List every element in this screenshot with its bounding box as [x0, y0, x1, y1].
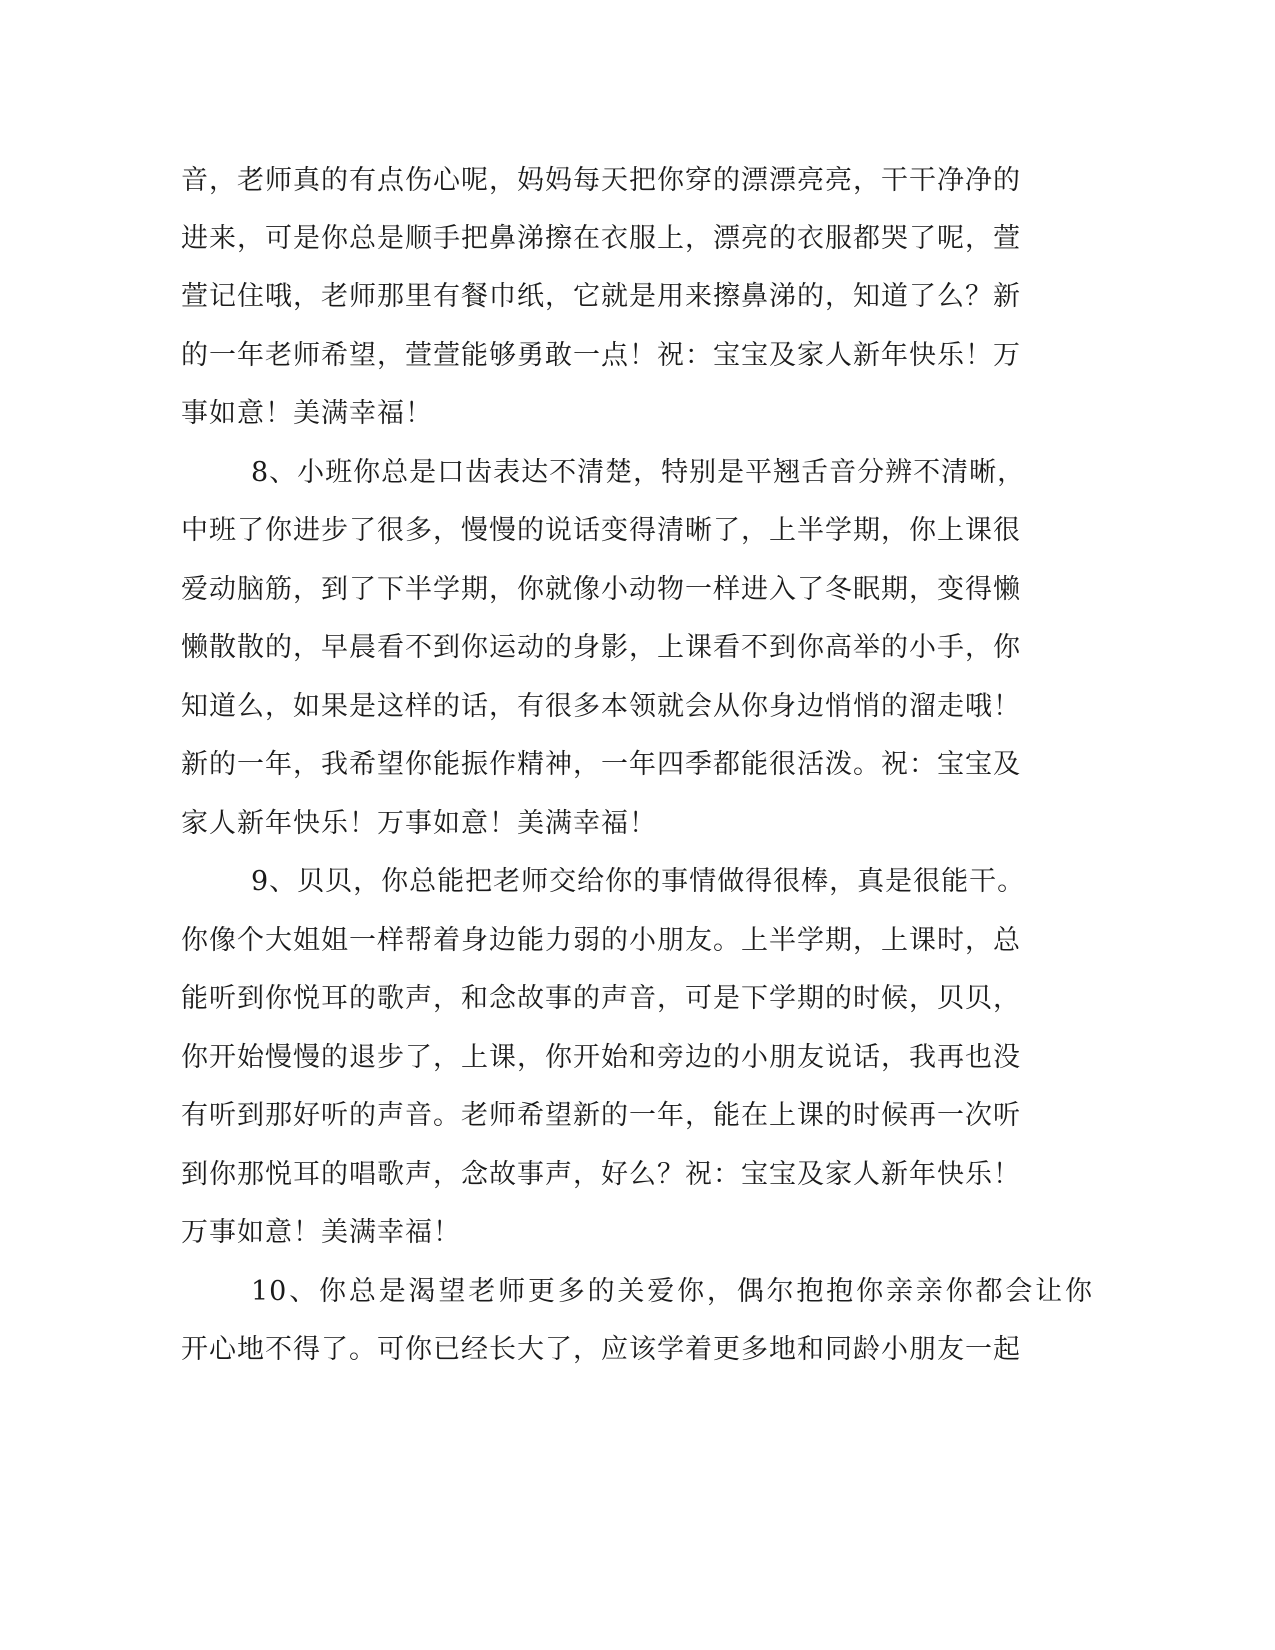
text-line: 知道么，如果是这样的话，有很多本领就会从你身边悄悄的溜走哦！: [181, 691, 1021, 722]
text-line: 你像个大姐姐一样帮着身边能力弱的小朋友。上半学期，上课时，总: [181, 925, 1021, 956]
text-line: 家人新年快乐！万事如意！美满幸福！: [181, 808, 657, 839]
text-line: 中班了你进步了很多，慢慢的说话变得清晰了，上半学期，你上课很: [181, 515, 1021, 546]
text-line: 到你那悦耳的唱歌声，念故事声，好么？祝：宝宝及家人新年快乐！: [181, 1159, 1021, 1190]
text-line: 懒散散的，早晨看不到你运动的身影，上课看不到你高举的小手，你: [181, 632, 1021, 663]
text-line: 爱动脑筋，到了下半学期，你就像小动物一样进入了冬眠期，变得懒: [181, 574, 1021, 605]
text-line: 万事如意！美满幸福！: [181, 1217, 461, 1248]
text-line: 事如意！美满幸福！: [181, 398, 433, 429]
text-line: 开心地不得了。可你已经长大了，应该学着更多地和同龄小朋友一起: [181, 1334, 1021, 1365]
text-line: 新的一年，我希望你能振作精神，一年四季都能很活泼。祝：宝宝及: [181, 749, 1021, 780]
text-line: 有听到那好听的声音。老师希望新的一年，能在上课的时候再一次听: [181, 1100, 1021, 1131]
paragraph-9-first-line: 9、贝贝，你总能把老师交给你的事情做得很棒，真是很能干。: [251, 866, 1026, 897]
text-line: 能听到你悦耳的歌声，和念故事的声音，可是下学期的时候，贝贝，: [181, 983, 1021, 1014]
text-line: 的一年老师希望，萱萱能够勇敢一点！祝：宝宝及家人新年快乐！万: [181, 340, 1021, 371]
text-line: 萱记住哦，老师那里有餐巾纸，它就是用来擦鼻涕的，知道了么？新: [181, 281, 1021, 312]
text-line: 进来，可是你总是顺手把鼻涕擦在衣服上，漂亮的衣服都哭了呢，萱: [181, 223, 1021, 254]
paragraph-10-first-line: 10、你总是渴望老师更多的关爱你，偶尔抱抱你亲亲你都会让你: [251, 1276, 1093, 1307]
text-line: 音，老师真的有点伤心呢，妈妈每天把你穿的漂漂亮亮，干干净净的: [181, 165, 1021, 196]
paragraph-8-first-line: 8、小班你总是口齿表达不清楚，特别是平翘舌音分辨不清晰，: [251, 457, 1026, 488]
text-line: 你开始慢慢的退步了，上课，你开始和旁边的小朋友说话，我再也没: [181, 1042, 1021, 1073]
